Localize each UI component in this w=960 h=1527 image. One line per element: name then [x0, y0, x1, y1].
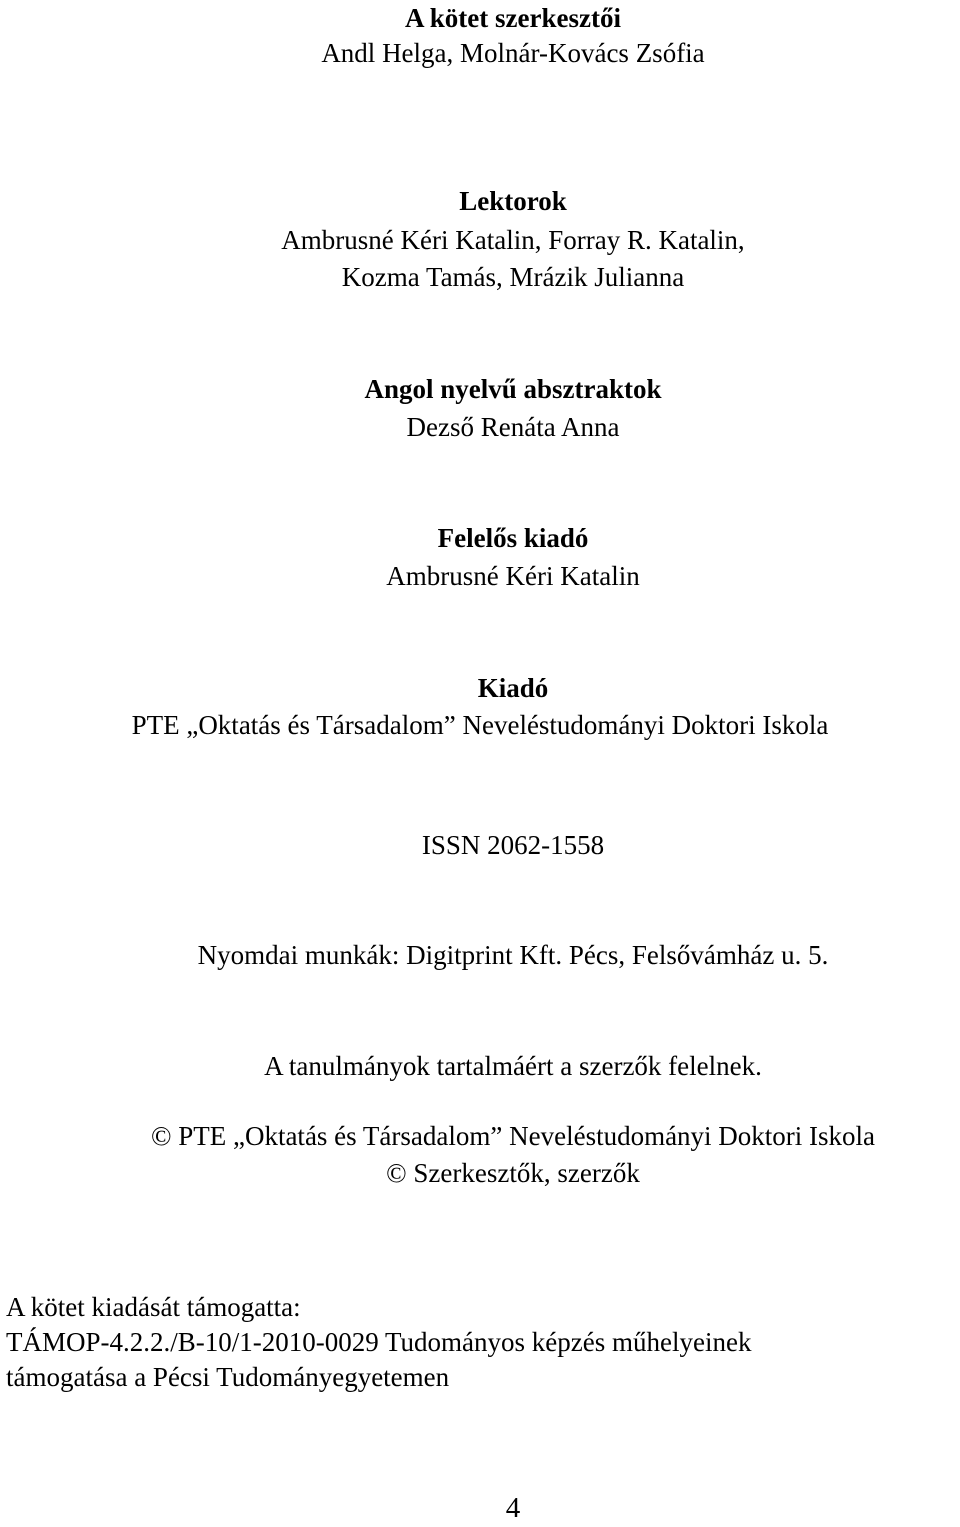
issn: ISSN 2062-1558 — [421, 830, 605, 860]
publisher-heading: Kiadó — [477, 673, 549, 703]
abstracts-heading: Angol nyelvű absztraktok — [364, 374, 662, 404]
printing-info: Nyomdai munkák: Digitprint Kft. Pécs, Felsővámház u. 5. — [197, 940, 829, 970]
page-number: 4 — [505, 1492, 521, 1524]
editors-names: Andl Helga, Molnár-Kovács Zsófia — [321, 38, 705, 68]
reviewers-heading: Lektorok — [459, 186, 567, 216]
responsible-publisher-heading: Felelős kiadó — [437, 523, 589, 553]
editors-heading: A kötet szerkesztői — [405, 3, 621, 33]
support-grant: TÁMOP-4.2.2./B-10/1-2010-0029 Tudományos képzés műhelyeinek — [6, 1327, 752, 1357]
copyright-line-2: © Szerkesztők, szerzők — [386, 1158, 640, 1188]
reviewers-names-line2: Kozma Tamás, Mrázik Julianna — [341, 262, 685, 292]
support-grant-cont: támogatása a Pécsi Tudományegyetemen — [6, 1362, 450, 1392]
abstracts-name: Dezső Renáta Anna — [406, 412, 620, 442]
support-heading: A kötet kiadását támogatta: — [6, 1292, 301, 1322]
responsible-publisher-name: Ambrusné Kéri Katalin — [386, 561, 640, 591]
responsibility-note: A tanulmányok tartalmáért a szerzők felelnek. — [264, 1051, 762, 1081]
copyright-line-1: © PTE „Oktatás és Társadalom” Neveléstudományi Doktori Iskola — [150, 1121, 876, 1151]
reviewers-names-line1: Ambrusné Kéri Katalin, Forray R. Katalin, — [281, 225, 745, 255]
publisher-name: PTE „Oktatás és Társadalom” Neveléstudományi Doktori Iskola — [131, 710, 829, 740]
